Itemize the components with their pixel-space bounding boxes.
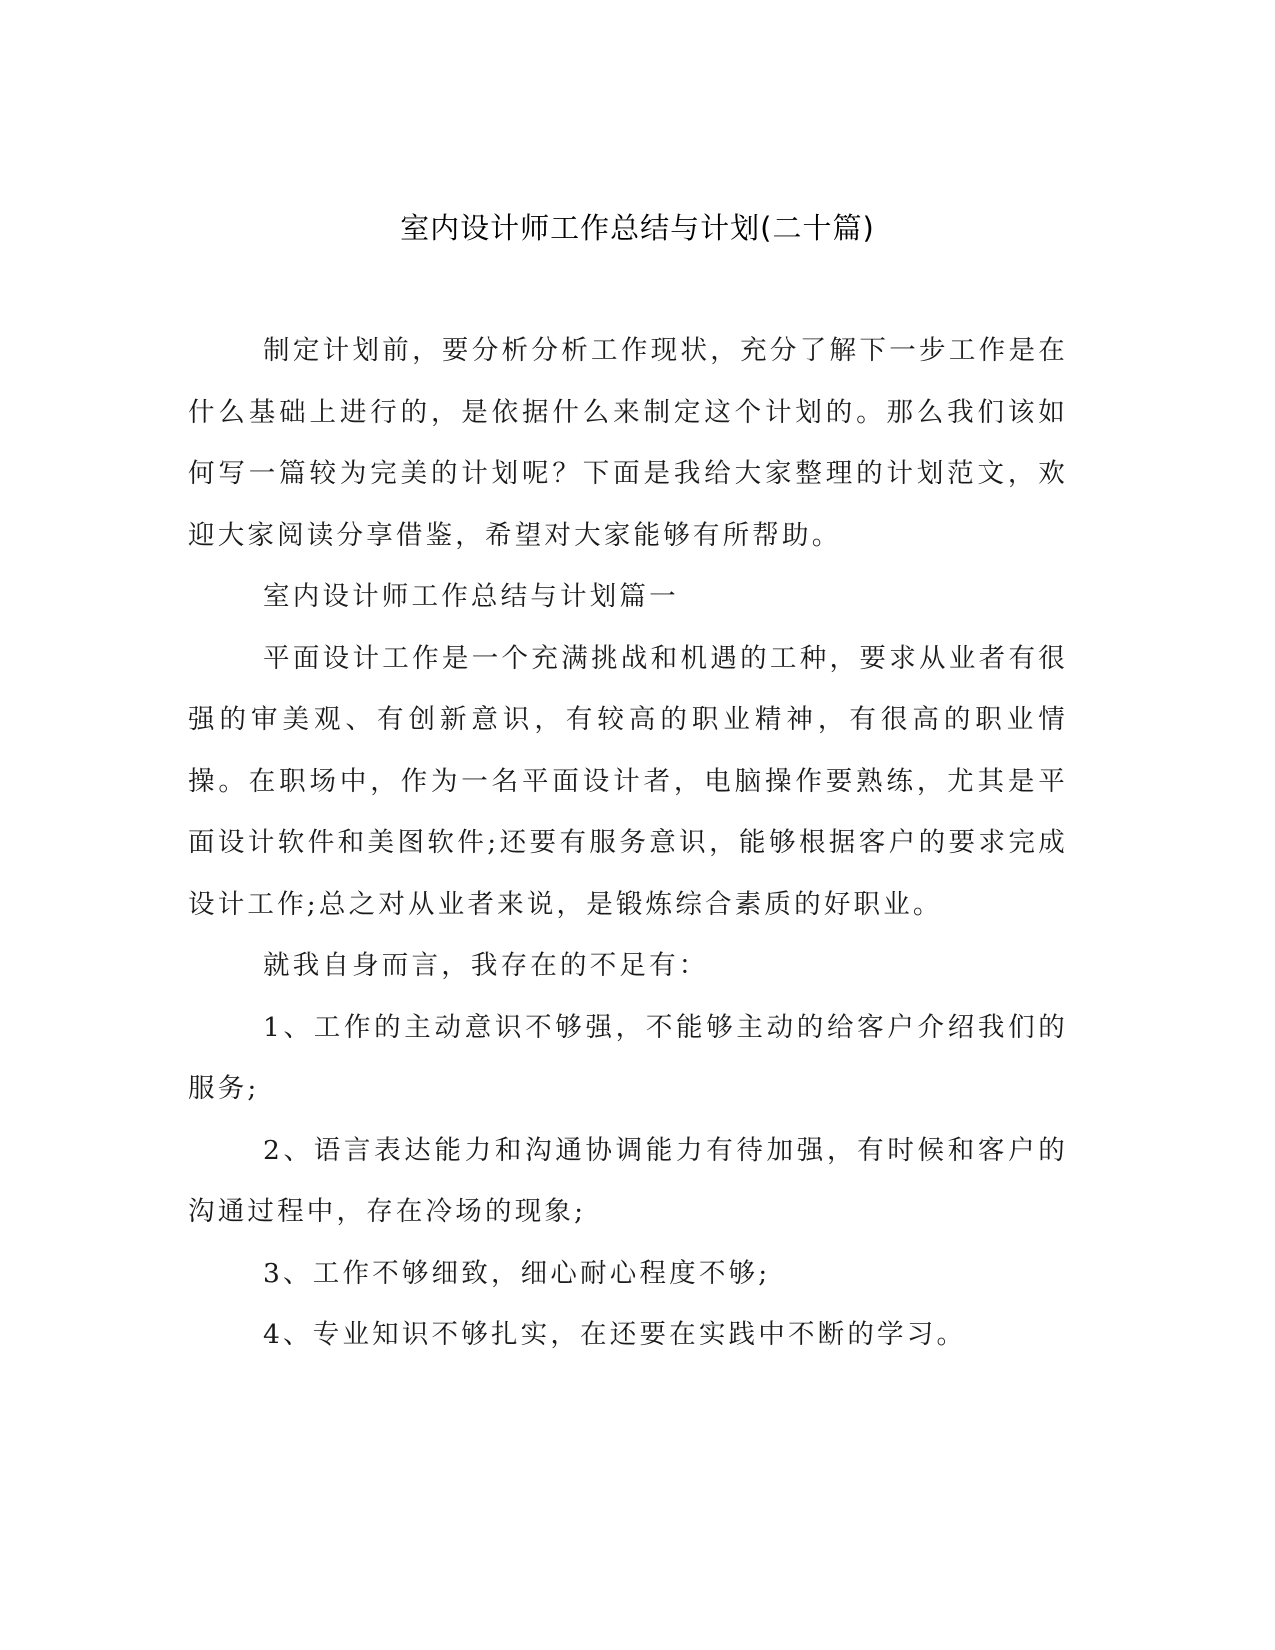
list-item: 2、语言表达能力和沟通协调能力有待加强，有时候和客户的沟通过程中，存在冷场的现象; — [188, 1134, 1068, 1227]
document-body — [188, 320, 1068, 1366]
list-item: 1、工作的主动意识不够强，不能够主动的给客户介绍我们的服务; — [188, 1011, 1068, 1104]
list-item: 4、专业知识不够扎实，在还要在实践中不断的学习。 — [263, 1319, 967, 1350]
list-item: 3、工作不够细致，细心耐心程度不够; — [263, 1257, 771, 1289]
document-title: 室内设计师工作总结与计划(二十篇) — [400, 211, 875, 245]
body-paragraph: 平面设计工作是一个充满挑战和机遇的工种，要求从业者有很强的审美观、有创新意识，有较高的职业精神，有很高的职业情操。在职场中，作为一名平面设计者，电脑操作要熟练，尤其是平面设计软件和美图软件;还要有服务意识，能够根据客户的要求完成设计工作;总之对从业者来说，是锻炼综合素质的好职业。 — [188, 642, 1068, 920]
body-paragraph: 就我自身而言，我存在的不足有： — [263, 950, 709, 981]
section-heading: 室内设计师工作总结与计划篇一 — [263, 581, 679, 612]
intro-paragraph: 制定计划前，要分析分析工作现状，充分了解下一步工作是在什么基础上进行的，是依据什么来制定这个计划的。那么我们该如何写一篇较为完美的计划呢？下面是我给大家整理的计划范文，欢迎大家阅读分享借鉴，希望对大家能够有所帮助。 — [188, 335, 1068, 551]
